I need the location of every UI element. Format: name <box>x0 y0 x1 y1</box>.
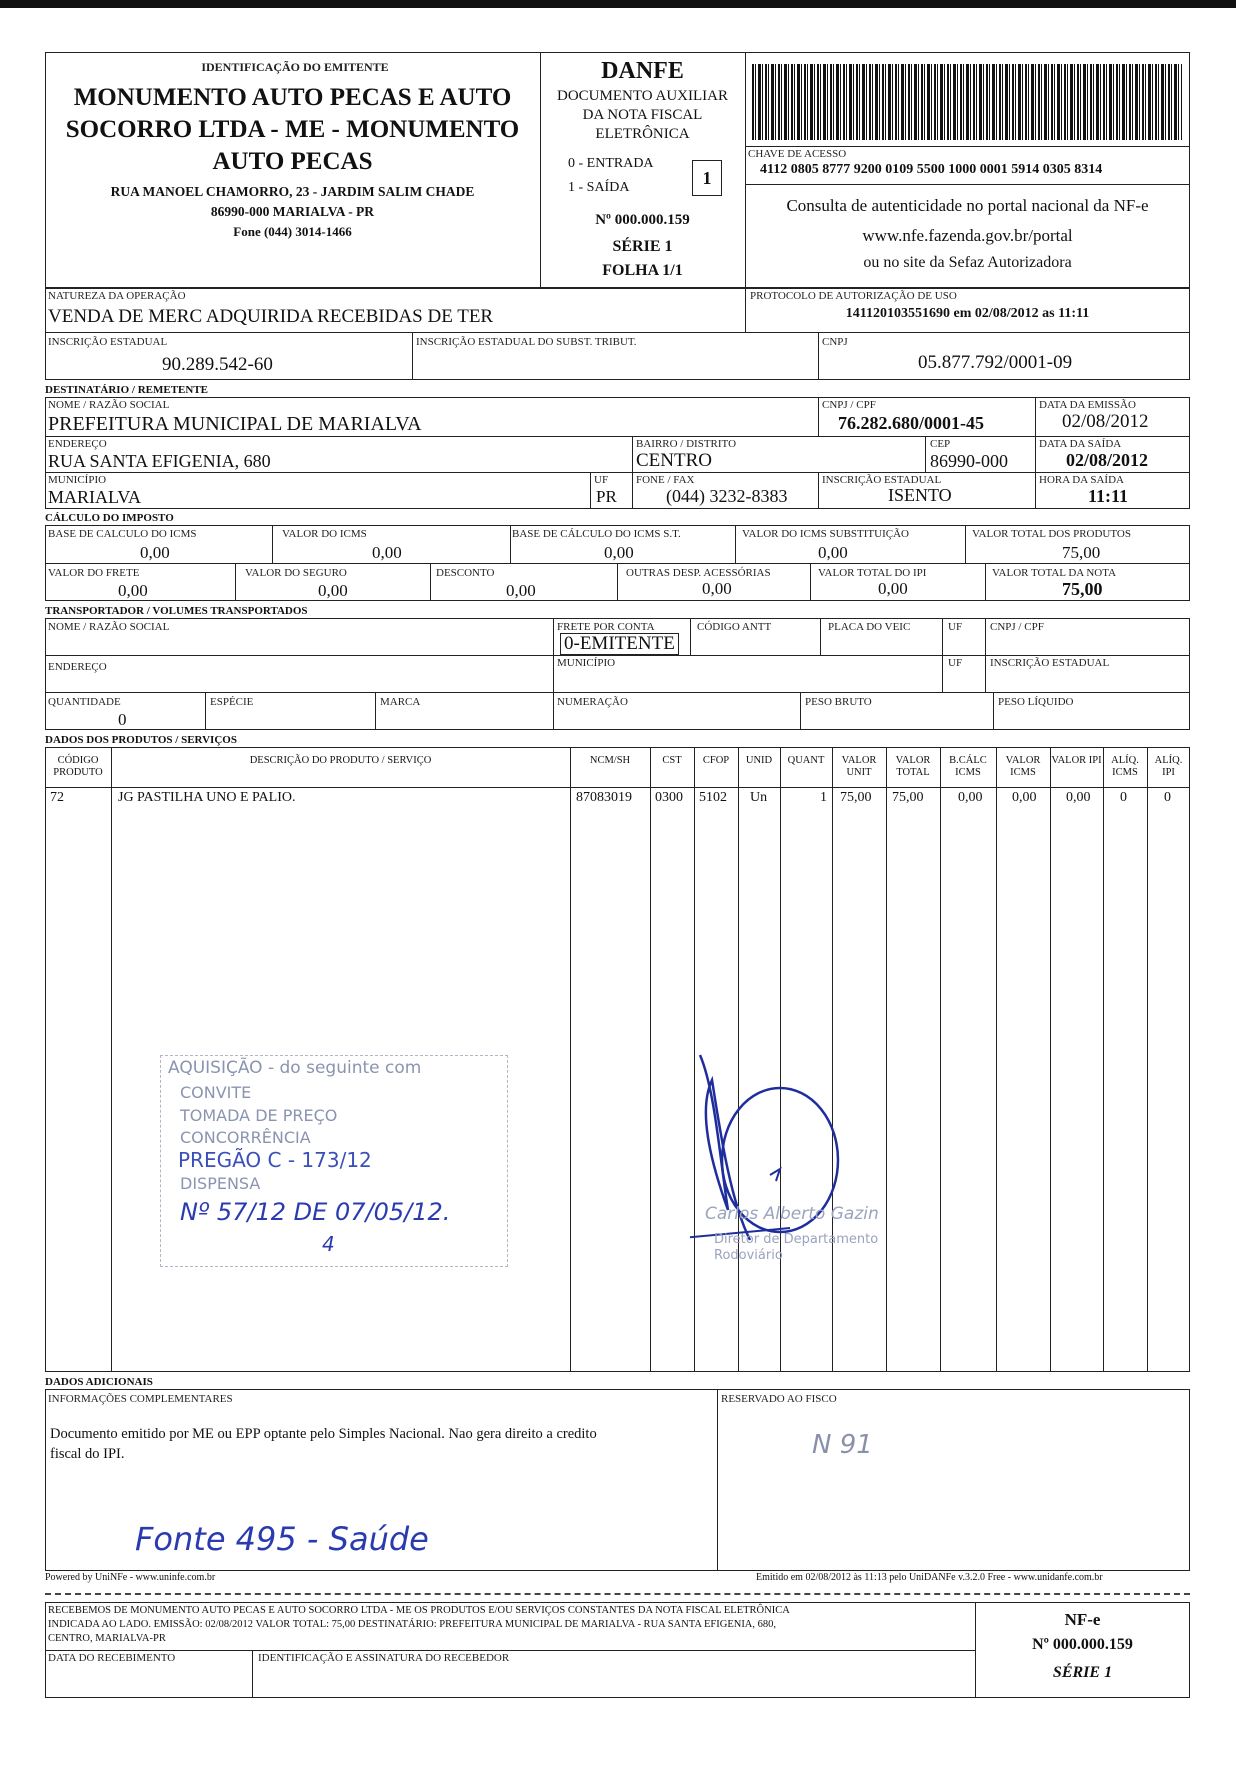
row-vipi: 0,00 <box>1066 790 1091 805</box>
stamp-numero: Nº 57/12 DE 07/05/12. <box>180 1198 451 1226</box>
dest-municipio-label: MUNICÍPIO <box>48 474 107 486</box>
stamp-opt-pregao: PREGÃO C - 173/12 <box>178 1148 372 1172</box>
frete-value: 0,00 <box>118 581 148 600</box>
signature-scribble <box>690 1050 910 1260</box>
transp-quantidade-value: 0 <box>118 710 127 729</box>
base-icms-label: BASE DE CALCULO DO ICMS <box>48 528 197 540</box>
transp-ie-label: INSCRIÇÃO ESTADUAL <box>990 657 1110 669</box>
scan-top-edge <box>0 0 1236 8</box>
dest-saida-value: 02/08/2012 <box>1066 450 1149 470</box>
canhoto-numero: Nº 000.000.159 <box>1032 1636 1133 1653</box>
transp-nome-label: NOME / RAZÃO SOCIAL <box>48 621 170 633</box>
assinatura-label: IDENTIFICAÇÃO E ASSINATURA DO RECEBEDOR <box>258 1652 510 1664</box>
valor-st-value: 0,00 <box>818 543 848 562</box>
adicionais-section-label: DADOS ADICIONAIS <box>45 1376 153 1388</box>
col-ncm: NCM/SH <box>589 755 631 766</box>
transp-placa-label: PLACA DO VEIC <box>828 621 911 633</box>
chave-label: CHAVE DE ACESSO <box>748 148 847 160</box>
row-quant: 1 <box>820 790 827 805</box>
transp-endereco-label: ENDEREÇO <box>48 661 107 673</box>
cut-line <box>45 1593 1190 1595</box>
transp-especie-label: ESPÉCIE <box>210 696 254 708</box>
seguro-label: VALOR DO SEGURO <box>245 567 347 579</box>
base-st-label: BASE DE CÁLCULO DO ICMS S.T. <box>512 528 681 540</box>
canhoto-nfe: NF-e <box>1064 1610 1101 1629</box>
seguro-value: 0,00 <box>318 581 348 600</box>
recebemos-line-3: CENTRO, MARIALVA-PR <box>48 1633 166 1644</box>
dest-cep-value: 86990-000 <box>930 451 1008 471</box>
transp-peso-bruto-label: PESO BRUTO <box>805 696 872 708</box>
frete-label: VALOR DO FRETE <box>48 567 140 579</box>
ie-st-label: INSCRIÇÃO ESTADUAL DO SUBST. TRIBUT. <box>416 336 637 348</box>
consulta-line-3: ou no site da Sefaz Autorizadora <box>863 254 1072 271</box>
col-aipi: ALÍQ. IPI <box>1154 755 1183 778</box>
row-vunit: 75,00 <box>840 790 872 805</box>
total-nota-label: VALOR TOTAL DA NOTA <box>992 567 1117 579</box>
dest-saida-label: DATA DA SAÍDA <box>1039 438 1122 450</box>
transp-municipio-label: MUNICÍPIO <box>557 657 616 669</box>
emitente-phone: Fone (044) 3014-1466 <box>233 224 352 239</box>
row-descricao: JG PASTILHA UNO E PALIO. <box>118 790 296 805</box>
fisco-label: RESERVADO AO FISCO <box>721 1393 837 1405</box>
row-unid: Un <box>750 790 768 805</box>
col-cfop: CFOP <box>702 755 730 766</box>
stamp-opt-convite: CONVITE <box>180 1083 252 1102</box>
danfe-folha: FOLHA 1/1 <box>602 262 683 279</box>
base-st-value: 0,00 <box>604 543 634 562</box>
stamp-opt-concorrencia: CONCORRÊNCIA <box>180 1128 311 1147</box>
col-vipi: VALOR IPI <box>1051 755 1102 766</box>
emitente-name-1: MONUMENTO AUTO PECAS E AUTO <box>73 84 512 111</box>
dest-emissao-value: 02/08/2012 <box>1062 411 1149 432</box>
dest-fone-label: FONE / FAX <box>636 474 695 486</box>
danfe-entrada: 0 - ENTRADA <box>568 156 654 171</box>
desconto-label: DESCONTO <box>436 567 495 579</box>
valor-icms-label: VALOR DO ICMS <box>282 528 367 540</box>
dest-municipio-value: MARIALVA <box>48 487 142 507</box>
emitente-address: RUA MANOEL CHAMORRO, 23 - JARDIM SALIM CHADE <box>110 184 475 199</box>
danfe-subtitle-3: ELETRÔNICA <box>595 126 690 142</box>
signature-role: Diretor de Departamento Rodoviário <box>714 1232 879 1263</box>
col-vunit: VALOR UNIT <box>841 755 877 778</box>
protocolo-value: 141120103551690 em 02/08/2012 as 11:11 <box>845 306 1090 321</box>
outras-label: OUTRAS DESP. ACESSÓRIAS <box>626 567 771 579</box>
canhoto-serie: SÉRIE 1 <box>1052 1664 1113 1681</box>
emitente-section-label: IDENTIFICAÇÃO DO EMITENTE <box>201 60 389 74</box>
transp-cnpj-label: CNPJ / CPF <box>990 621 1044 633</box>
col-cst: CST <box>662 755 682 766</box>
dest-emissao-label: DATA DA EMISSÃO <box>1039 399 1136 411</box>
recebemos-line-1: RECEBEMOS DE MONUMENTO AUTO PECAS E AUTO SOCORRO LTDA - ME OS PRODUTOS E/OU SERVIÇOS CONSTANTES DA NOTA FISCAL ELETRÔNICA <box>48 1605 790 1616</box>
transp-uf-label: UF <box>948 621 963 633</box>
ipi-label: VALOR TOTAL DO IPI <box>818 567 927 579</box>
dest-bairro-label: BAIRRO / DISTRITO <box>636 438 737 450</box>
outras-value: 0,00 <box>702 579 732 598</box>
ie-value: 90.289.542-60 <box>162 354 273 375</box>
row-cst: 0300 <box>655 790 683 805</box>
cnpj-value: 05.877.792/0001-09 <box>918 352 1073 373</box>
col-descricao: DESCRIÇÃO DO PRODUTO / SERVIÇO <box>249 755 432 766</box>
danfe-tipo-box: 1 <box>692 160 722 196</box>
dest-cnpj-value: 76.282.680/0001-45 <box>838 413 984 433</box>
transp-antt-label: CÓDIGO ANTT <box>697 621 772 633</box>
transportador-section-label: TRANSPORTADOR / VOLUMES TRANSPORTADOS <box>45 605 308 617</box>
imposto-section-label: CÁLCULO DO IMPOSTO <box>45 512 174 524</box>
fisco-handwritten: N 91 <box>812 1430 873 1460</box>
stamp-opt-tomada: TOMADA DE PREÇO <box>180 1106 338 1125</box>
row-ncm: 87083019 <box>576 790 632 805</box>
dest-fone-value: (044) 3232-8383 <box>666 486 788 506</box>
base-icms-value: 0,00 <box>140 543 170 562</box>
danfe-title: DANFE <box>601 58 684 84</box>
row-aipi: 0 <box>1164 790 1171 805</box>
total-produtos-label: VALOR TOTAL DOS PRODUTOS <box>972 528 1131 540</box>
danfe-subtitle-2: DA NOTA FISCAL <box>582 107 703 123</box>
emitido-em: Emitido em 02/08/2012 às 11:13 pelo UniDANFe v.3.2.0 Free - www.unidanfe.com.br <box>756 1572 1103 1583</box>
signature-name: Carlos Alberto Gazin <box>705 1204 879 1224</box>
emitente-city: 86990-000 MARIALVA - PR <box>210 204 375 219</box>
ipi-value: 0,00 <box>878 579 908 598</box>
danfe-subtitle-1: DOCUMENTO AUXILIAR <box>557 88 728 104</box>
dest-endereco-value: RUA SANTA EFIGENIA, 680 <box>48 451 271 471</box>
ie-label: INSCRIÇÃO ESTADUAL <box>48 336 168 348</box>
destinatario-section-label: DESTINATÁRIO / REMETENTE <box>45 384 208 396</box>
danfe-serie: SÉRIE 1 <box>612 238 673 255</box>
stamp-title: AQUISIÇÃO - do seguinte com <box>168 1058 422 1078</box>
recebemos-line-2: INDICADA AO LADO. EMISSÃO: 02/08/2012 VALOR TOTAL: 75,00 DESTINATÁRIO: PREFEITURA MUNICIPAL DE MARIALVA - RUA SANTA EFIGENIA, 680, <box>48 1619 777 1630</box>
protocolo-label: PROTOCOLO DE AUTORIZAÇÃO DE USO <box>750 290 957 302</box>
transp-numeracao-label: NUMERAÇÃO <box>557 696 628 708</box>
danfe-numero: Nº 000.000.159 <box>595 212 690 228</box>
valor-st-label: VALOR DO ICMS SUBSTITUIÇÃO <box>742 528 909 540</box>
natureza-value: VENDA DE MERC ADQUIRIDA RECEBIDAS DE TER <box>48 306 494 327</box>
chave-value: 4112 0805 8777 9200 0109 5500 1000 0001 5914 0305 8314 <box>760 162 1103 177</box>
info-line-2: fiscal do IPI. <box>50 1446 125 1462</box>
row-cfop: 5102 <box>699 790 727 805</box>
dest-nome-value: PREFEITURA MUNICIPAL DE MARIALVA <box>48 413 422 435</box>
info-label: INFORMAÇÕES COMPLEMENTARES <box>48 1393 233 1405</box>
natureza-label: NATUREZA DA OPERAÇÃO <box>48 290 186 302</box>
dest-nome-label: NOME / RAZÃO SOCIAL <box>48 399 170 411</box>
handwritten-note: Fonte 495 - Saúde <box>135 1520 429 1558</box>
valor-icms-value: 0,00 <box>372 543 402 562</box>
dest-ie-value: ISENTO <box>888 485 952 505</box>
emitente-name-2: SOCORRO LTDA - ME - MONUMENTO <box>65 116 520 143</box>
col-vicms: VALOR ICMS <box>1005 755 1041 778</box>
desconto-value: 0,00 <box>506 581 536 600</box>
dest-hora-value: 11:11 <box>1088 486 1129 506</box>
transp-peso-liquido-label: PESO LÍQUIDO <box>998 696 1074 708</box>
consulta-link[interactable]: www.nfe.fazenda.gov.br/portal <box>862 226 1073 245</box>
consulta-line-1: Consulta de autenticidade no portal nacional da NF-e <box>786 196 1149 215</box>
dest-endereco-label: ENDEREÇO <box>48 438 107 450</box>
danfe-saida: 1 - SAÍDA <box>568 180 630 195</box>
dest-cnpj-label: CNPJ / CPF <box>822 399 876 411</box>
transp-frete-label: FRETE POR CONTA <box>557 621 655 633</box>
stamp-opt-dispensa: DISPENSA <box>180 1174 261 1193</box>
col-unid: UNID <box>745 755 773 766</box>
row-vicms: 0,00 <box>1012 790 1037 805</box>
transp-uf2-label: UF <box>948 657 963 669</box>
transp-marca-label: MARCA <box>380 696 421 708</box>
col-vtotal: VALOR TOTAL <box>895 755 931 778</box>
produtos-section-label: DADOS DOS PRODUTOS / SERVIÇOS <box>45 734 237 746</box>
col-quant: QUANT <box>787 755 825 766</box>
row-bcalc: 0,00 <box>958 790 983 805</box>
cnpj-label: CNPJ <box>822 336 848 348</box>
dest-cep-label: CEP <box>930 438 951 450</box>
dest-uf-label: UF <box>594 474 609 486</box>
dest-uf-value: PR <box>596 487 617 506</box>
dest-hora-label: HORA DA SAÍDA <box>1039 474 1124 486</box>
row-aicms: 0 <box>1120 790 1127 805</box>
row-codigo: 72 <box>50 790 64 805</box>
barcode <box>752 64 1182 140</box>
powered-by: Powered by UniNFe - www.uninfe.com.br <box>45 1572 216 1583</box>
dest-bairro-value: CENTRO <box>636 450 712 471</box>
col-aicms: ALÍQ. ICMS <box>1111 755 1139 778</box>
emitente-name-3: AUTO PECAS <box>212 148 373 175</box>
col-codigo: CÓDIGO PRODUTO <box>53 755 103 778</box>
row-vtotal: 75,00 <box>892 790 924 805</box>
total-produtos-value: 75,00 <box>1062 543 1101 562</box>
total-nota-value: 75,00 <box>1062 579 1103 599</box>
transp-quantidade-label: QUANTIDADE <box>48 696 121 708</box>
col-bcalc: B.CÁLC ICMS <box>949 755 987 778</box>
data-recebimento-label: DATA DO RECEBIMENTO <box>48 1652 176 1664</box>
transp-frete-value: 0-EMITENTE <box>560 633 679 655</box>
info-line-1: Documento emitido por ME ou EPP optante pelo Simples Nacional. Nao gera direito a credito <box>50 1426 597 1442</box>
stamp-extra: 4 <box>322 1232 335 1256</box>
dest-ie-label: INSCRIÇÃO ESTADUAL <box>822 474 942 486</box>
